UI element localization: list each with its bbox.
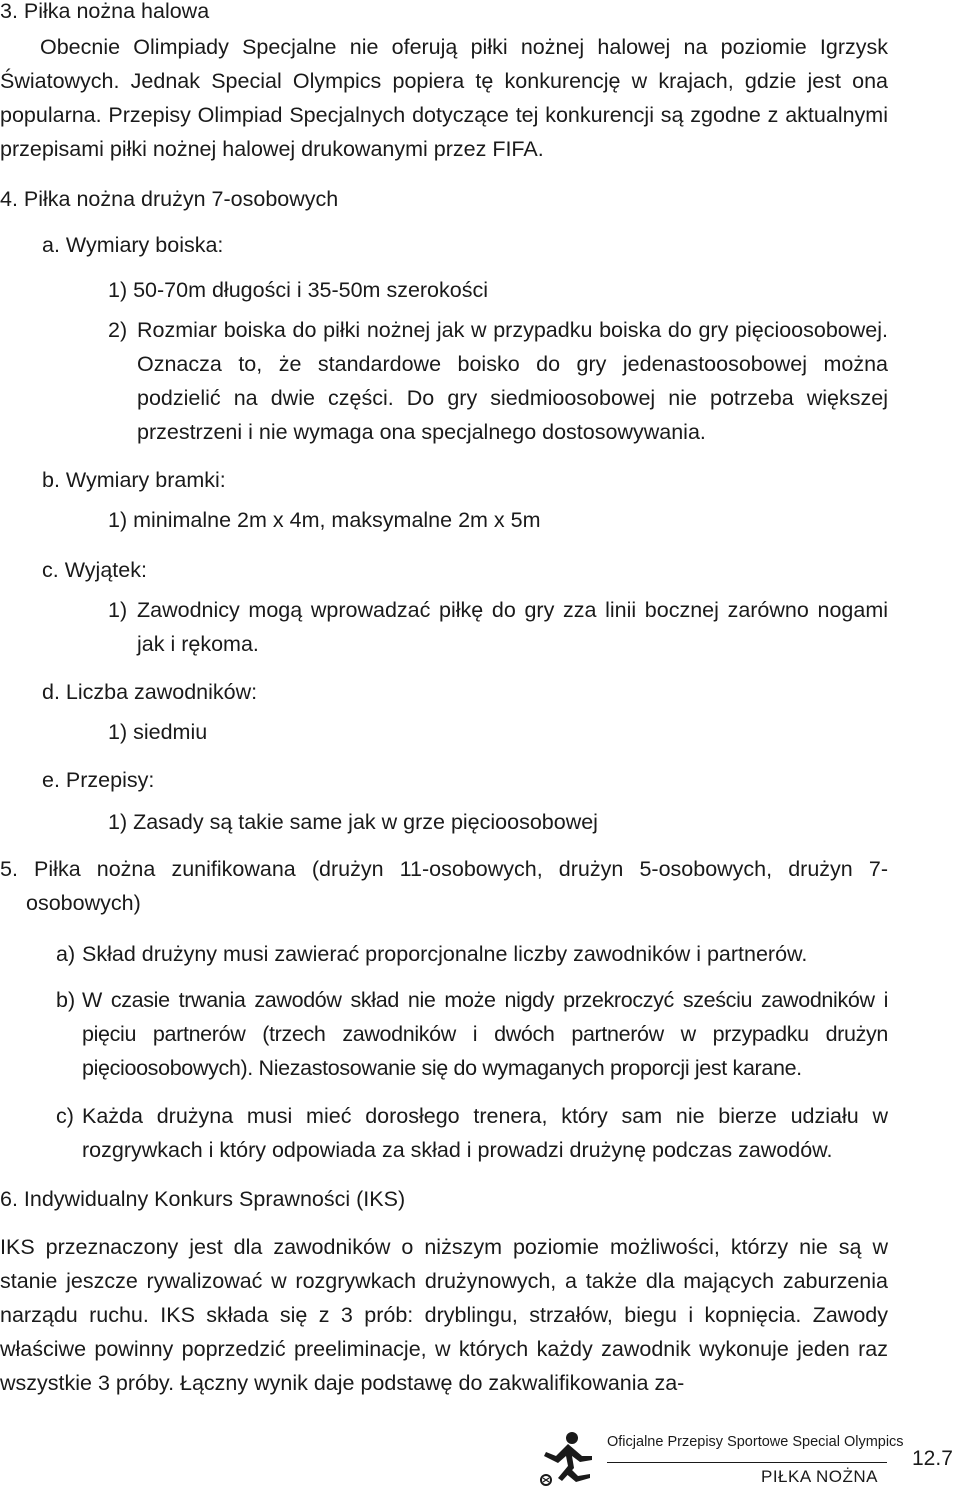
section-4-a2-number: 2) bbox=[108, 318, 128, 342]
section-3-paragraph: Obecnie Olimpiady Specjalne nie oferują piłki nożnej halowej na poziomie Igrzysk Światowych. Jednak Special Olympics popiera tę konkurencję w krajach, gdzie jest ona popularna. Przepisy Olimpiad Specjalnych dotyczące tej konkurencji są zgodne z aktualnymi przepisami piłki nożnej halowej drukowanymi przez FIFA. bbox=[0, 35, 888, 161]
section-4-a-label: a. Wymiary boiska: bbox=[42, 233, 224, 257]
footer-subtitle: PIŁKA NOŻNA bbox=[761, 1467, 878, 1486]
section-4-c1-text: Zawodnicy mogą wprowadzać piłkę do gry zza linii bocznej zarówno nogami jak i rękoma. bbox=[137, 598, 888, 656]
section-4-b1: 1) minimalne 2m x 4m, maksymalne 2m x 5m bbox=[108, 508, 541, 532]
section-5-heading: 5. Piłka nożna zunifikowana (drużyn 11-osobowych, drużyn 5-osobowych, drużyn 7-osobowych) bbox=[0, 857, 888, 915]
section-4-a2 bbox=[108, 313, 888, 449]
section-4-e1: 1) Zasady są takie same jak w grze pięcioosobowej bbox=[108, 810, 598, 834]
section-5-b-text: W czasie trwania zawodów skład nie może nigdy przekroczyć sześciu zawodników i pięciu partnerów (trzech zawodników i dwóch partnerów w przypadku drużyn pięcioosobowych). Niezastosowanie się do wymaganych proporcji jest karane. bbox=[82, 988, 888, 1080]
soccer-player-icon bbox=[538, 1430, 600, 1486]
section-5-c-number: c) bbox=[56, 1104, 74, 1128]
section-5-a-number: a) bbox=[56, 942, 76, 966]
section-5-a bbox=[56, 937, 888, 971]
section-6-paragraph: IKS przeznaczony jest dla zawodników o niższym poziomie możliwości, którzy nie są w stanie jeszcze rywalizować w rozgrywkach drużynowych, a także dla mających zaburzenia narządu ruchu. IKS składa się z 3 prób: dryblingu, strzałów, biegu i kopnięcia. Zawody właściwe powinny poprzedzić preeliminacje, w których każdy zawodnik wykonuje jeden raz wszystkie 3 próby. Łączny wynik daje podstawę do zakwalifikowania za- bbox=[0, 1235, 888, 1395]
section-3-heading: 3. Piłka nożna halowa bbox=[0, 0, 210, 23]
section-4-b-label: b. Wymiary bramki: bbox=[42, 468, 226, 492]
section-4-c-label: c. Wyjątek: bbox=[42, 558, 147, 582]
section-4-e-label: e. Przepisy: bbox=[42, 768, 155, 792]
section-4-a1: 1) 50-70m długości i 35-50m szerokości bbox=[108, 278, 488, 302]
section-6-heading: 6. Indywidualny Konkurs Sprawności (IKS) bbox=[0, 1187, 406, 1211]
footer-rule bbox=[607, 1462, 887, 1463]
section-5-b-number: b) bbox=[56, 988, 76, 1012]
section-5-a-text: Skład drużyny musi zawierać proporcjonalne liczby zawodników i partnerów. bbox=[82, 942, 808, 966]
section-5-c bbox=[56, 1099, 888, 1167]
section-4-d1: 1) siedmiu bbox=[108, 720, 208, 744]
section-4-d-label: d. Liczba zawodników: bbox=[42, 680, 258, 704]
section-4-a2-text: Rozmiar boiska do piłki nożnej jak w przypadku boiska do gry pięcioosobowej. Oznacza to, że standardowe boisko do gry jedenastoosobowej można podzielić na dwie części. Do gry siedmioosobowej nie potrzeba większej przestrzeni i nie wymaga ona specjalnego dostosowywania. bbox=[137, 318, 888, 444]
section-5-c-text: Każda drużyna musi mieć dorosłego trenera, który sam nie bierze udziału w rozgrywkach i który odpowiada za skład i prowadzi drużynę podczas zawodów. bbox=[82, 1104, 888, 1162]
section-4-heading: 4. Piłka nożna drużyn 7-osobowych bbox=[0, 187, 339, 211]
footer-title: Oficjalne Przepisy Sportowe Special Olympics bbox=[607, 1434, 904, 1450]
page-number: 12.7 bbox=[912, 1447, 953, 1470]
section-4-c1-number: 1) bbox=[108, 598, 128, 622]
section-4-c1 bbox=[108, 593, 888, 661]
section-5-b bbox=[56, 983, 888, 1085]
